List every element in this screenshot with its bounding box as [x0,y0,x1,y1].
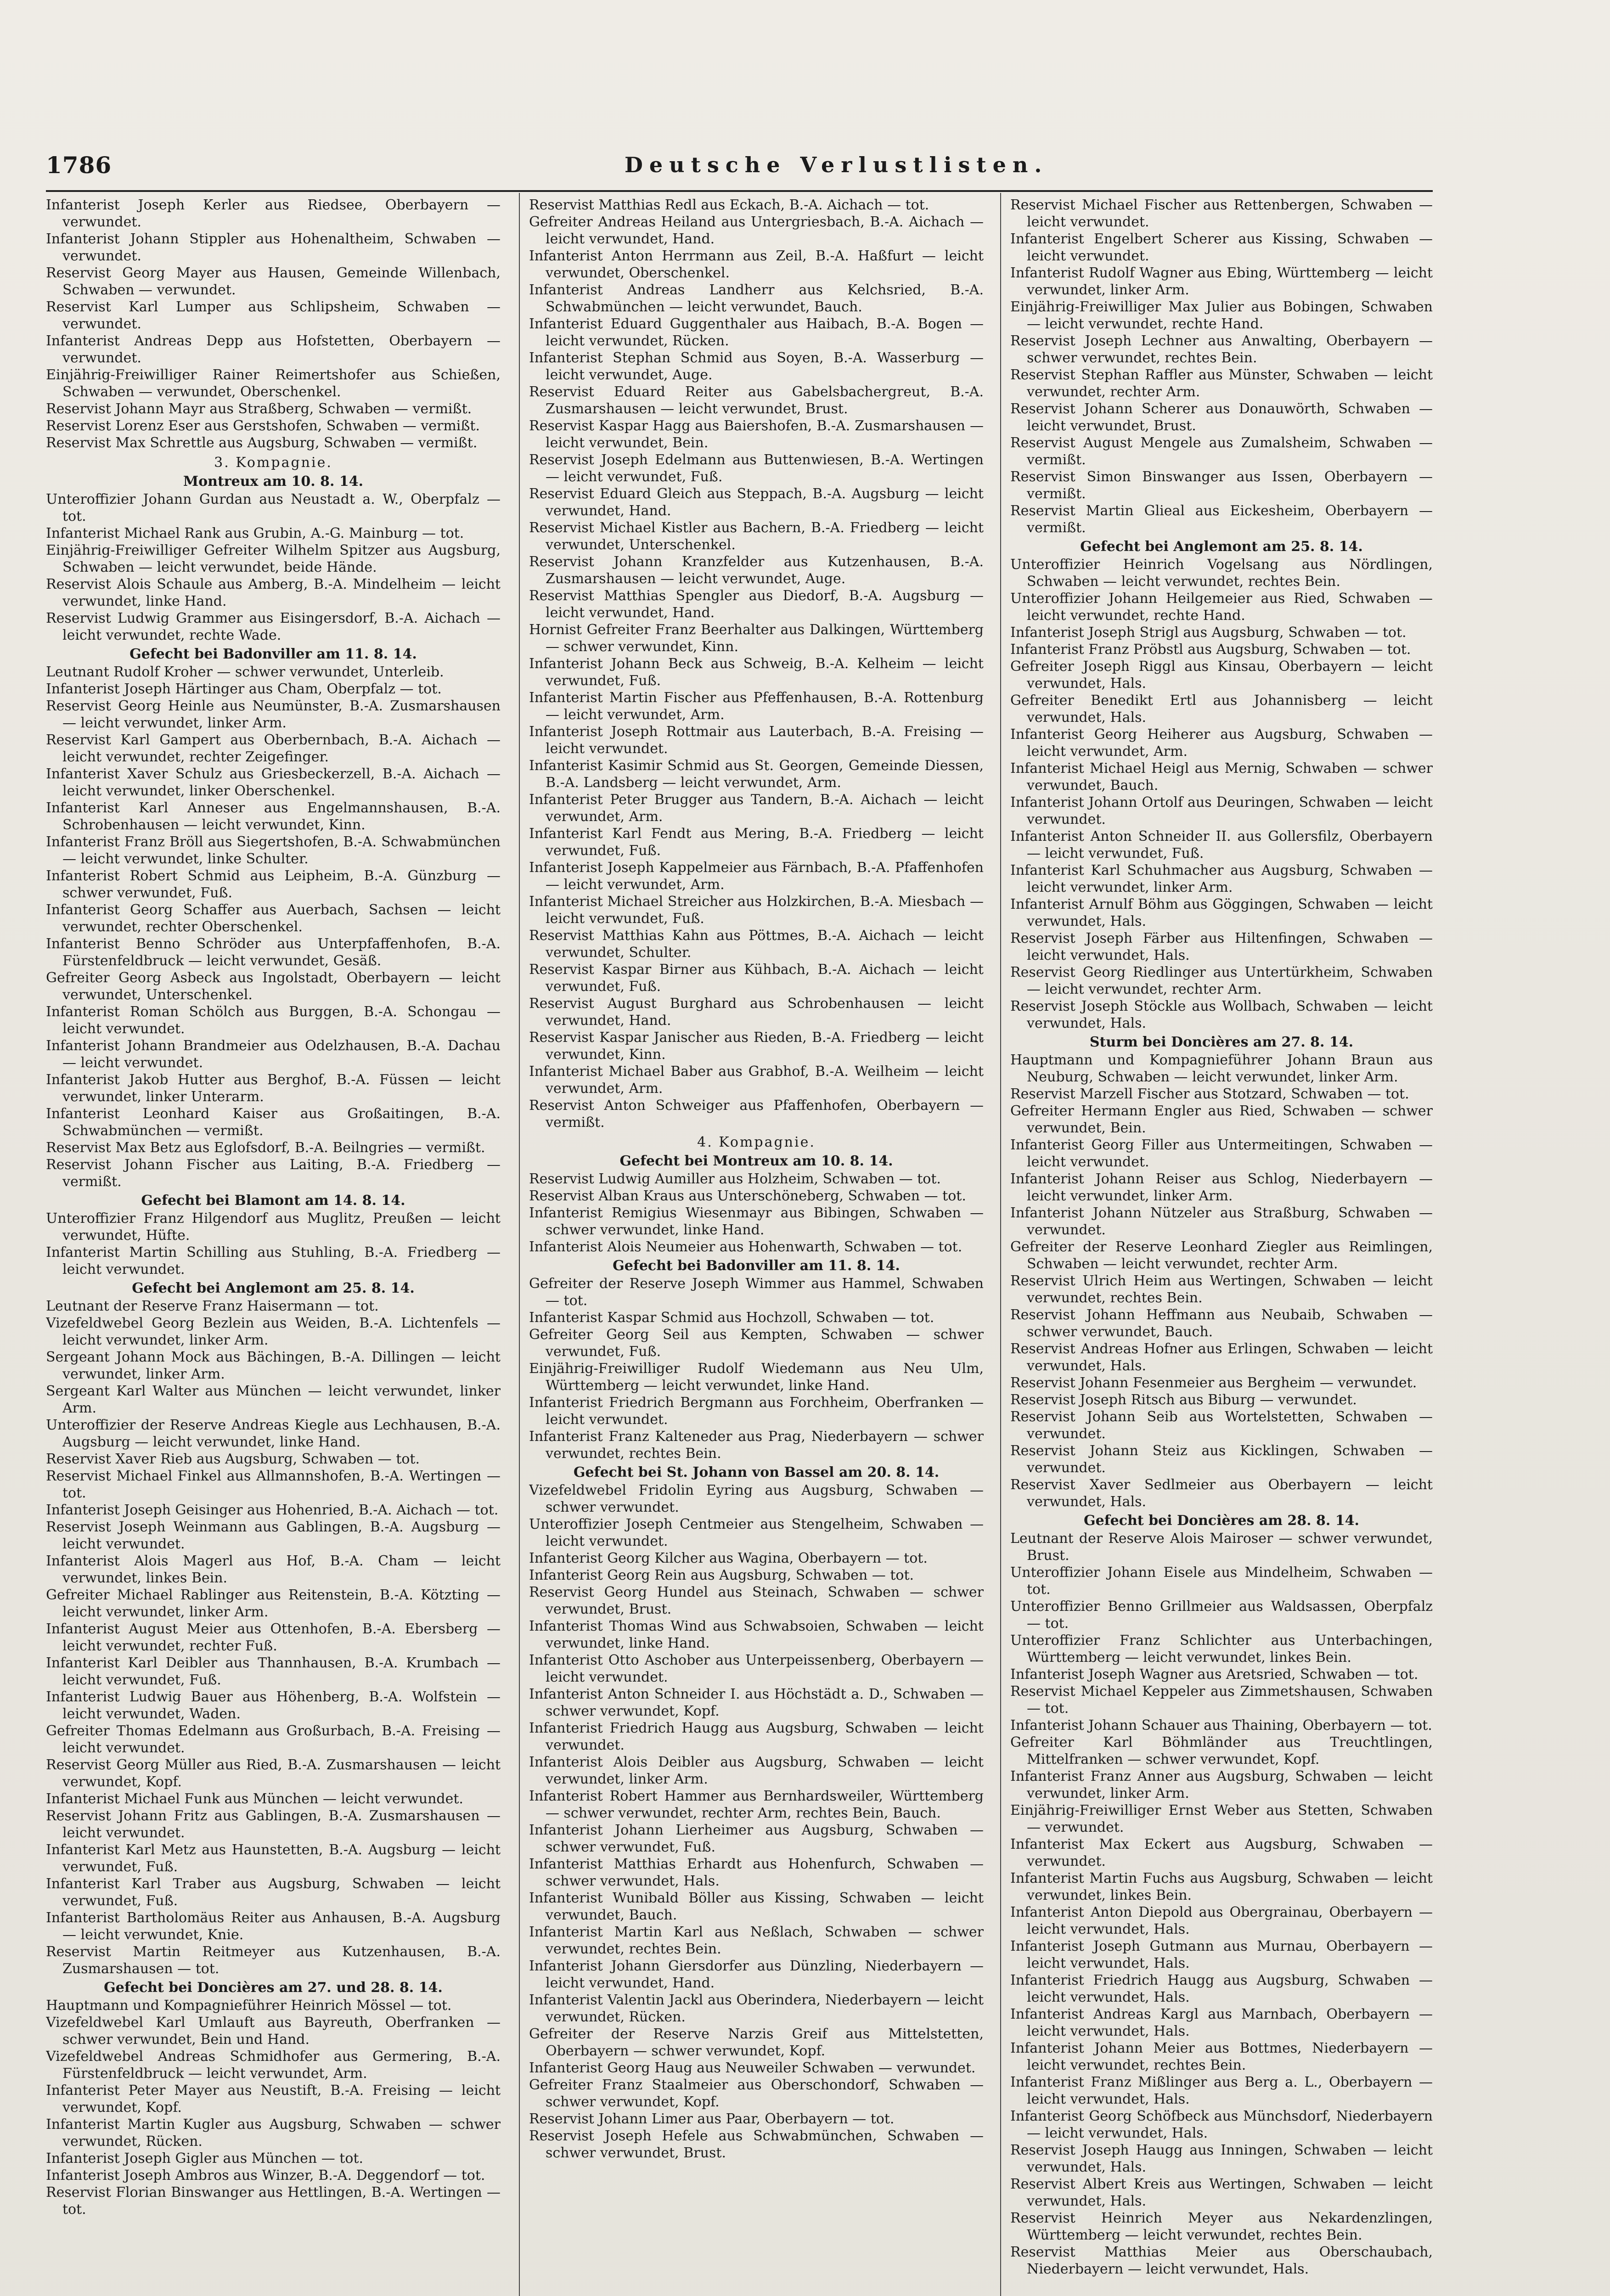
casualty-entry: Gefreiter Franz Staalmeier aus Oberschondorf, Schwaben — schwer verwundet, Kopf. [529,2077,984,2110]
section-heading: Gefecht bei Anglemont am 25. 8. 14. [132,1280,415,1296]
casualty-entry: Reservist Joseph Lechner aus Anwalting, Oberbayern — schwer verwundet, rechtes Bein. [1010,333,1433,366]
casualty-entry: Infanterist Xaver Schulz aus Griesbeckerzell, B.-A. Aichach — leicht verwundet, linker Oberschenkel. [46,766,501,799]
casualty-entry: Reservist Matthias Spengler aus Diedorf, B.-A. Augsburg — leicht verwundet, Hand. [529,588,984,621]
casualty-entry: Reservist Joseph Stöckle aus Wollbach, Schwaben — leicht verwundet, Hals. [1010,998,1433,1031]
casualty-entry: Infanterist Joseph Ambros aus Winzer, B.-A. Deggendorf — tot. [46,2167,485,2183]
casualty-entry: Gefreiter Karl Böhmländer aus Treuchtlingen, Mittelfranken — schwer verwundet, Kopf. [1010,1734,1433,1767]
casualty-entry: Gefreiter Andreas Heiland aus Untergriesbach, B.-A. Aichach — leicht verwundet, Hand. [529,214,984,247]
casualty-entry: Infanterist Karl Fendt aus Mering, B.-A. Friedberg — leicht verwundet, Fuß. [529,826,984,859]
casualty-entry: Infanterist Friedrich Haugg aus Augsburg, Schwaben — leicht verwundet. [529,1720,984,1753]
casualty-entry: Einjährig-Freiwilliger Rainer Reimertshofer aus Schießen, Schwaben — verwundet, Oberschenkel. [46,367,501,400]
casualty-entry: Reservist Johann Mayr aus Straßberg, Schwaben — vermißt. [46,401,472,417]
casualty-entry: Reservist Michael Keppeler aus Zimmetshausen, Schwaben — tot. [1010,1683,1433,1716]
casualty-entry: Reservist Matthias Meier aus Oberschaubach, Niederbayern — leicht verwundet, Hals. [1010,2244,1433,2277]
casualty-entry: Unteroffizier Franz Hilgendorf aus Muglitz, Preußen — leicht verwundet, Hüfte. [46,1210,501,1244]
casualty-entry: Gefreiter Benedikt Ertl aus Johannisberg — leicht verwundet, Hals. [1010,692,1433,726]
column-divider [1000,193,1001,2296]
company-heading: 4. Kompagnie. [697,1134,816,1150]
casualty-entry: Infanterist Alois Magerl aus Hof, B.-A. Cham — leicht verwundet, linkes Bein. [46,1553,501,1586]
casualty-entry: Gefreiter der Reserve Narzis Greif aus Mittelstetten, Oberbayern — schwer verwundet, Kopf. [529,2026,984,2059]
casualty-entry: Reservist Johann Fesenmeier aus Bergheim — verwundet. [1010,1375,1417,1391]
casualty-entry: Infanterist Martin Fuchs aus Augsburg, Schwaben — leicht verwundet, linkes Bein. [1010,1870,1433,1903]
casualty-entry: Infanterist Michael Rank aus Grubin, A.-G. Mainburg — tot. [46,525,464,541]
casualty-entry: Leutnant der Reserve Franz Haisermann — tot. [46,1298,379,1314]
casualty-entry: Infanterist Max Eckert aus Augsburg, Schwaben — verwundet. [1010,1836,1433,1869]
section-heading: Gefecht bei Anglemont am 25. 8. 14. [1080,539,1363,555]
casualty-entry: Infanterist Wunibald Böller aus Kissing, Schwaben — leicht verwundet, Bauch. [529,1890,984,1923]
casualty-entry: Infanterist Roman Schölch aus Burggen, B.-A. Schongau — leicht verwundet. [46,1004,501,1037]
casualty-entry: Infanterist Friedrich Haugg aus Augsburg, Schwaben — leicht verwundet, Hals. [1010,1972,1433,2005]
casualty-entry: Infanterist Johann Beck aus Schweig, B.-A. Kelheim — leicht verwundet, Fuß. [529,656,984,689]
casualty-entry: Infanterist Benno Schröder aus Unterpfaffenhofen, B.-A. Fürstenfeldbruck — leicht verwundet, Gesäß. [46,936,501,969]
casualty-entry: Infanterist Joseph Rottmair aus Lauterbach, B.-A. Freising — leicht verwundet. [529,724,984,757]
casualty-entry: Reservist Xaver Rieb aus Augsburg, Schwaben — tot. [46,1451,420,1467]
casualty-entry: Infanterist Karl Anneser aus Engelmannshausen, B.-A. Schrobenhausen — leicht verwundet, Kinn. [46,800,501,833]
casualty-entry: Gefreiter Hermann Engler aus Ried, Schwaben — schwer verwundet, Bein. [1010,1103,1433,1136]
casualty-entry: Infanterist Remigius Wiesenmayr aus Bibingen, Schwaben — schwer verwundet, linke Hand. [529,1205,984,1238]
casualty-entry: Reservist Georg Müller aus Ried, B.-A. Zusmarshausen — leicht verwundet, Kopf. [46,1757,501,1790]
casualty-entry: Infanterist August Meier aus Ottenhofen, B.-A. Ebersberg — leicht verwundet, rechter Fuß. [46,1621,501,1654]
casualty-entry: Reservist Johann Heffmann aus Neubaib, Schwaben — schwer verwundet, Bauch. [1010,1307,1433,1340]
casualty-entry: Reservist Georg Mayer aus Hausen, Gemeinde Willenbach, Schwaben — verwundet. [46,265,501,298]
casualty-entry: Infanterist Joseph Strigl aus Augsburg, Schwaben — tot. [1010,625,1407,641]
casualty-entry: Infanterist Eduard Guggenthaler aus Haibach, B.-A. Bogen — leicht verwundet, Rücken. [529,316,984,349]
page-number: 1786 [46,152,112,179]
casualty-entry: Reservist Martin Glieal aus Eickesheim, Oberbayern — vermißt. [1010,503,1433,536]
casualty-entry: Infanterist Andreas Kargl aus Marnbach, Oberbayern — leicht verwundet, Hals. [1010,2006,1433,2039]
casualty-entry: Reservist Matthias Kahn aus Pöttmes, B.-A. Aichach — leicht verwundet, Schulter. [529,928,984,961]
casualty-entry: Infanterist Georg Heiherer aus Augsburg, Schwaben — leicht verwundet, Arm. [1010,726,1433,760]
casualty-entry: Infanterist Georg Schöfbeck aus Münchsdorf, Niederbayern — leicht verwundet, Hals. [1010,2108,1433,2141]
casualty-entry: Reservist Kaspar Hagg aus Baiershofen, B.-A. Zusmarshausen — leicht verwundet, Bein. [529,418,984,451]
casualty-entry: Infanterist Johann Stippler aus Hohenaltheim, Schwaben — verwundet. [46,231,501,264]
casualty-entry: Infanterist Valentin Jackl aus Oberindera, Niederbayern — leicht verwundet, Rücken. [529,1992,984,2025]
casualty-entry: Infanterist Martin Fischer aus Pfeffenhausen, B.-A. Rottenburg — leicht verwundet, Arm. [529,690,984,723]
casualty-entry: Reservist August Mengele aus Zumalsheim, Schwaben — vermißt. [1010,435,1433,468]
casualty-entry: Infanterist Joseph Geisinger aus Hohenried, B.-A. Aichach — tot. [46,1502,499,1518]
casualty-entry: Reservist Johann Steiz aus Kicklingen, Schwaben — verwundet. [1010,1443,1433,1476]
casualty-entry: Infanterist Friedrich Bergmann aus Forchheim, Oberfranken — leicht verwundet. [529,1395,984,1428]
running-head: Deutsche Verlustlisten. [625,152,1048,177]
casualty-entry: Reservist Joseph Weinmann aus Gablingen, B.-A. Augsburg — leicht verwundet. [46,1519,501,1552]
section-heading: Gefecht bei Doncières am 28. 8. 14. [1083,1513,1359,1529]
casualty-entry: Infanterist Johann Brandmeier aus Odelzhausen, B.-A. Dachau — leicht verwundet. [46,1038,501,1071]
casualty-entry: Reservist Eduard Reiter aus Gabelsbachergreut, B.-A. Zusmarshausen — leicht verwundet, Brust. [529,384,984,417]
casualty-entry: Vizefeldwebel Fridolin Eyring aus Augsburg, Schwaben — schwer verwundet. [529,1482,984,1515]
casualty-entry: Reservist Michael Finkel aus Allmannshofen, B.-A. Wertingen — tot. [46,1468,501,1501]
casualty-entry: Infanterist Georg Haug aus Neuweiler Schwaben — verwundet. [529,2060,976,2076]
casualty-entry: Infanterist Michael Baber aus Grabhof, B.-A. Weilheim — leicht verwundet, Arm. [529,1064,984,1097]
casualty-entry: Hauptmann und Kompagnieführer Johann Braun aus Neuburg, Schwaben — leicht verwundet, linker Arm. [1010,1052,1433,1085]
casualty-entry: Leutnant der Reserve Alois Mairoser — schwer verwundet, Brust. [1010,1531,1433,1564]
casualty-entry: Reservist Anton Schweiger aus Pfaffenhofen, Oberbayern — vermißt. [529,1097,984,1131]
casualty-entry: Reservist Heinrich Meyer aus Nekardenzlingen, Württemberg — leicht verwundet, rechtes Bein. [1010,2210,1433,2243]
casualty-entry: Reservist Johann Seib aus Wortelstetten, Schwaben — verwundet. [1010,1409,1433,1442]
casualty-entry: Infanterist Joseph Kerler aus Riedsee, Oberbayern — verwundet. [46,197,501,230]
casualty-entry: Gefreiter Michael Rablinger aus Reitenstein, B.-A. Kötzting — leicht verwundet, linker Arm. [46,1587,501,1620]
casualty-entry: Unteroffizier Heinrich Vogelsang aus Nördlingen, Schwaben — leicht verwundet, rechtes Bein. [1010,557,1433,590]
casualty-entry: Reservist Michael Kistler aus Bachern, B.-A. Friedberg — leicht verwundet, Unterschenkel. [529,520,984,553]
casualty-entry: Infanterist Michael Funk aus München — leicht verwundet. [46,1791,463,1807]
casualty-entry: Reservist Johann Fritz aus Gablingen, B.-A. Zusmarshausen — leicht verwundet. [46,1808,501,1841]
casualty-entry: Infanterist Thomas Wind aus Schwabsoien, Schwaben — leicht verwundet, linke Hand. [529,1618,984,1651]
casualty-entry: Reservist Kaspar Janischer aus Rieden, B.-A. Friedberg — leicht verwundet, Kinn. [529,1030,984,1063]
casualty-entry: Infanterist Matthias Erhardt aus Hohenfurch, Schwaben — schwer verwundet, Hals. [529,1856,984,1889]
casualty-entry: Infanterist Georg Schaffer aus Auerbach, Sachsen — leicht verwundet, rechter Oberschenkel. [46,902,501,935]
casualty-entry: Reservist Martin Reitmeyer aus Kutzenhausen, B.-A. Zusmarshausen — tot. [46,1944,501,1977]
casualty-entry: Reservist Ludwig Aumiller aus Holzheim, Schwaben — tot. [529,1171,941,1187]
casualty-entry: Reservist Karl Lumper aus Schlipsheim, Schwaben — verwundet. [46,299,501,332]
casualty-entry: Einjährig-Freiwilliger Ernst Weber aus Stetten, Schwaben — verwundet. [1010,1802,1433,1835]
section-heading: Gefecht bei Doncières am 27. und 28. 8. 14. [104,1980,443,1996]
casualty-entry: Gefreiter der Reserve Leonhard Ziegler aus Reimlingen, Schwaben — leicht verwundet, rechter Arm. [1010,1239,1433,1272]
section-heading: Gefecht bei Montreux am 10. 8. 14. [619,1153,893,1169]
casualty-entry: Infanterist Franz Anner aus Augsburg, Schwaben — leicht verwundet, linker Arm. [1010,1768,1433,1801]
casualty-entry: Reservist Johann Limer aus Paar, Oberbayern — tot. [529,2111,895,2127]
section-heading: Gefecht bei St. Johann von Bassel am 20. 8. 14. [573,1464,940,1480]
casualty-entry: Gefreiter Joseph Riggl aus Kinsau, Oberbayern — leicht verwundet, Hals. [1010,658,1433,692]
section-heading: Gefecht bei Blamont am 14. 8. 14. [141,1193,405,1209]
casualty-entry: Infanterist Joseph Kappelmeier aus Färnbach, B.-A. Pfaffenhofen — leicht verwundet, Arm. [529,860,984,893]
casualty-entry: Reservist Xaver Sedlmeier aus Oberbayern — leicht verwundet, Hals. [1010,1477,1433,1510]
section-heading: Sturm bei Doncières am 27. 8. 14. [1089,1034,1354,1050]
section-heading: Montreux am 10. 8. 14. [183,473,364,490]
casualty-entry: Reservist Johann Scherer aus Donauwörth, Schwaben — leicht verwundet, Brust. [1010,401,1433,434]
casualty-entry: Infanterist Johann Ortolf aus Deuringen, Schwaben — leicht verwundet. [1010,794,1433,827]
casualty-entry: Unteroffizier Johann Gurdan aus Neustadt a. W., Oberpfalz — tot. [46,491,501,524]
casualty-entry: Unteroffizier Franz Schlichter aus Unterbachingen, Württemberg — leicht verwundet, linkes Bein. [1010,1632,1433,1666]
casualty-entry: Infanterist Johann Lierheimer aus Augsburg, Schwaben — schwer verwundet, Fuß. [529,1822,984,1855]
casualty-entry: Infanterist Anton Herrmann aus Zeil, B.-A. Haßfurt — leicht verwundet, Oberschenkel. [529,248,984,281]
casualty-entry: Reservist Joseph Ritsch aus Biburg — verwundet. [1010,1392,1357,1408]
casualty-entry: Infanterist Stephan Schmid aus Soyen, B.-A. Wasserburg — leicht verwundet, Auge. [529,350,984,383]
casualty-entry: Infanterist Anton Schneider I. aus Höchstädt a. D., Schwaben — schwer verwundet, Kopf. [529,1686,984,1719]
column-2 [529,197,984,2296]
casualty-entry: Infanterist Peter Brugger aus Tandern, B.-A. Aichach — leicht verwundet, Arm. [529,792,984,825]
casualty-entry: Gefreiter der Reserve Joseph Wimmer aus Hammel, Schwaben — tot. [529,1276,984,1309]
casualty-entry: Reservist Johann Fischer aus Laiting, B.-A. Friedberg — vermißt. [46,1157,501,1190]
casualty-entry: Unteroffizier Johann Eisele aus Mindelheim, Schwaben — tot. [1010,1564,1433,1598]
casualty-entry: Infanterist Rudolf Wagner aus Ebing, Württemberg — leicht verwundet, linker Arm. [1010,265,1433,298]
casualty-entry: Infanterist Martin Karl aus Neßlach, Schwaben — schwer verwundet, rechtes Bein. [529,1924,984,1957]
casualty-entry: Infanterist Kasimir Schmid aus St. Georgen, Gemeinde Diessen, B.-A. Landsberg — leicht verwundet, Arm. [529,758,984,791]
casualty-entry: Reservist Eduard Gleich aus Steppach, B.-A. Augsburg — leicht verwundet, Hand. [529,486,984,519]
casualty-entry: Sergeant Johann Mock aus Bächingen, B.-A. Dillingen — leicht verwundet, linker Arm. [46,1349,501,1382]
casualty-entry: Unteroffizier Joseph Centmeier aus Stengelheim, Schwaben — leicht verwundet. [529,1516,984,1549]
casualty-entry: Reservist Ulrich Heim aus Wertingen, Schwaben — leicht verwundet, rechtes Bein. [1010,1273,1433,1306]
casualty-entry: Reservist Alois Schaule aus Amberg, B.-A. Mindelheim — leicht verwundet, linke Hand. [46,576,501,609]
casualty-entry: Hornist Gefreiter Franz Beerhalter aus Dalkingen, Württemberg — schwer verwundet, Kinn. [529,622,984,655]
casualty-entry: Infanterist Joseph Gutmann aus Murnau, Oberbayern — leicht verwundet, Hals. [1010,1938,1433,1971]
casualty-entry: Infanterist Johann Nützeler aus Straßburg, Schwaben — verwundet. [1010,1205,1433,1238]
casualty-entry: Reservist Alban Kraus aus Unterschöneberg, Schwaben — tot. [529,1188,966,1204]
casualty-entry: Reservist August Burghard aus Schrobenhausen — leicht verwundet, Hand. [529,996,984,1029]
casualty-entry: Infanterist Georg Kilcher aus Wagina, Oberbayern — tot. [529,1550,928,1566]
casualty-entry: Infanterist Georg Rein aus Augsburg, Schwaben — tot. [529,1567,914,1583]
casualty-entry: Infanterist Andreas Depp aus Hofstetten, Oberbayern — verwundet. [46,333,501,366]
casualty-entry: Reservist Andreas Hofner aus Erlingen, Schwaben — leicht verwundet, Hals. [1010,1341,1433,1374]
casualty-entry: Infanterist Anton Diepold aus Obergrainau, Oberbayern — leicht verwundet, Hals. [1010,1904,1433,1937]
casualty-entry: Reservist Matthias Redl aus Eckach, B.-A. Aichach — tot. [529,197,929,213]
casualty-entry: Unteroffizier Benno Grillmeier aus Waldsassen, Oberpfalz — tot. [1010,1598,1433,1632]
casualty-entry: Infanterist Johann Reiser aus Schlog, Niederbayern — leicht verwundet, linker Arm. [1010,1171,1433,1204]
casualty-entry: Infanterist Joseph Gigler aus München — tot. [46,2150,363,2167]
casualty-entry: Unteroffizier der Reserve Andreas Kiegle aus Lechhausen, B.-A. Augsburg — leicht verwundet, linke Hand. [46,1417,501,1450]
casualty-entry: Infanterist Joseph Wagner aus Aretsried, Schwaben — tot. [1010,1666,1419,1683]
header-rule [46,190,1433,192]
column-1 [46,197,501,2296]
casualty-entry: Infanterist Michael Streicher aus Holzkirchen, B.-A. Miesbach — leicht verwundet, Fuß. [529,894,984,927]
casualty-entry: Vizefeldwebel Karl Umlauft aus Bayreuth, Oberfranken — schwer verwundet, Bein und Hand. [46,2015,501,2048]
casualty-entry: Infanterist Franz Pröbstl aus Augsburg, Schwaben — tot. [1010,642,1411,658]
casualty-entry: Vizefeldwebel Andreas Schmidhofer aus Germering, B.-A. Fürstenfeldbruck — leicht verwundet, Arm. [46,2048,501,2082]
casualty-entry: Infanterist Franz Bröll aus Siegertshofen, B.-A. Schwabmünchen — leicht verwundet, linke Schulter. [46,834,501,867]
casualty-entry: Infanterist Peter Mayer aus Neustift, B.-A. Freising — leicht verwundet, Kopf. [46,2082,501,2116]
casualty-entry: Infanterist Alois Deibler aus Augsburg, Schwaben — leicht verwundet, linker Arm. [529,1754,984,1787]
casualty-entry: Reservist Karl Gampert aus Oberbernbach, B.-A. Aichach — leicht verwundet, rechter Zeigefinger. [46,732,501,765]
casualty-entry: Reservist Lorenz Eser aus Gerstshofen, Schwaben — vermißt. [46,418,480,434]
casualty-entry: Reservist Georg Hundel aus Steinach, Schwaben — schwer verwundet, Brust. [529,1584,984,1617]
casualty-entry: Infanterist Karl Traber aus Augsburg, Schwaben — leicht verwundet, Fuß. [46,1876,501,1909]
casualty-entry: Infanterist Jakob Hutter aus Berghof, B.-A. Füssen — leicht verwundet, linker Unterarm. [46,1072,501,1105]
section-heading: Gefecht bei Badonviller am 11. 8. 14. [613,1258,900,1274]
casualty-entry: Gefreiter Georg Seil aus Kempten, Schwaben — schwer verwundet, Fuß. [529,1327,984,1360]
casualty-entry: Infanterist Franz Kalteneder aus Prag, Niederbayern — schwer verwundet, rechtes Bein. [529,1429,984,1462]
casualty-entry: Infanterist Martin Kugler aus Augsburg, Schwaben — schwer verwundet, Rücken. [46,2116,501,2150]
casualty-entry: Einjährig-Freiwilliger Gefreiter Wilhelm Spitzer aus Augsburg, Schwaben — leicht verwundet, beide Hände. [46,542,501,575]
casualty-entry: Infanterist Karl Schuhmacher aus Augsburg, Schwaben — leicht verwundet, linker Arm. [1010,862,1433,895]
casualty-entry: Infanterist Andreas Landherr aus Kelchsried, B.-A. Schwabmünchen — leicht verwundet, Bauch. [529,282,984,315]
casualty-entry: Infanterist Anton Schneider II. aus Gollersfilz, Oberbayern — leicht verwundet, Fuß. [1010,828,1433,861]
casualty-entry: Reservist Georg Heinle aus Neumünster, B.-A. Zusmarshausen — leicht verwundet, linker Arm. [46,698,501,731]
casualty-entry: Reservist Michael Fischer aus Rettenbergen, Schwaben — leicht verwundet. [1010,197,1433,230]
column-3 [1010,197,1433,2296]
casualty-entry: Infanterist Leonhard Kaiser aus Großaitingen, B.-A. Schwabmünchen — vermißt. [46,1106,501,1139]
casualty-entry: Reservist Johann Kranzfelder aus Kutzenhausen, B.-A. Zusmarshausen — leicht verwundet, Auge. [529,554,984,587]
casualty-entry: Infanterist Karl Metz aus Haunstetten, B.-A. Augsburg — leicht verwundet, Fuß. [46,1842,501,1875]
casualty-entry: Infanterist Johann Schauer aus Thaining, Oberbayern — tot. [1010,1717,1432,1733]
casualty-entry: Reservist Albert Kreis aus Wertingen, Schwaben — leicht verwundet, Hals. [1010,2176,1433,2209]
casualty-entry: Infanterist Bartholomäus Reiter aus Anhausen, B.-A. Augsburg — leicht verwundet, Knie. [46,1910,501,1943]
page-header [46,152,1433,184]
casualty-entry: Infanterist Robert Hammer aus Bernhardsweiler, Württemberg — schwer verwundet, rechter Arm, rechtes Bein, Bauch. [529,1788,984,1821]
casualty-entry: Infanterist Joseph Härtinger aus Cham, Oberpfalz — tot. [46,681,442,697]
casualty-entry: Reservist Ludwig Grammer aus Eisingersdorf, B.-A. Aichach — leicht verwundet, rechte Wade. [46,610,501,643]
casualty-entry: Reservist Marzell Fischer aus Stotzard, Schwaben — tot. [1010,1086,1409,1102]
casualty-entry: Infanterist Michael Heigl aus Mernig, Schwaben — schwer verwundet, Bauch. [1010,760,1433,793]
casualty-entry: Reservist Stephan Raffler aus Münster, Schwaben — leicht verwundet, rechter Arm. [1010,367,1433,400]
casualty-entry: Infanterist Martin Schilling aus Stuhling, B.-A. Friedberg — leicht verwundet. [46,1244,501,1277]
casualty-entry: Reservist Simon Binswanger aus Issen, Oberbayern — vermißt. [1010,469,1433,502]
company-heading: 3. Kompagnie. [214,455,332,471]
casualty-entry: Sergeant Karl Walter aus München — leicht verwundet, linker Arm. [46,1383,501,1416]
casualty-entry: Infanterist Ludwig Bauer aus Höhenberg, B.-A. Wolfstein — leicht verwundet, Waden. [46,1689,501,1722]
casualty-entry: Infanterist Kaspar Schmid aus Hochzoll, Schwaben — tot. [529,1310,934,1326]
casualty-entry: Infanterist Karl Deibler aus Thannhausen, B.-A. Krumbach — leicht verwundet, Fuß. [46,1655,501,1688]
casualty-entry: Reservist Max Schrettle aus Augsburg, Schwaben — vermißt. [46,435,478,451]
casualty-entry: Hauptmann und Kompagnieführer Heinrich Mössel — tot. [46,1998,452,2014]
casualty-entry: Reservist Joseph Färber aus Hiltenfingen, Schwaben — leicht verwundet, Hals. [1010,930,1433,963]
casualty-entry: Reservist Florian Binswanger aus Hettlingen, B.-A. Wertingen — tot. [46,2184,501,2217]
casualty-entry: Gefreiter Georg Asbeck aus Ingolstadt, Oberbayern — leicht verwundet, Unterschenkel. [46,970,501,1003]
casualty-entry: Infanterist Franz Mißlinger aus Berg a. L., Oberbayern — leicht verwundet, Hals. [1010,2074,1433,2107]
casualty-entry: Infanterist Robert Schmid aus Leipheim, B.-A. Günzburg — schwer verwundet, Fuß. [46,868,501,901]
casualty-entry: Einjährig-Freiwilliger Max Julier aus Bobingen, Schwaben — leicht verwundet, rechte Hand. [1010,299,1433,332]
casualty-entry: Vizefeldwebel Georg Bezlein aus Weiden, B.-A. Lichtenfels — leicht verwundet, linker Arm. [46,1315,501,1348]
casualty-entry: Gefreiter Thomas Edelmann aus Großurbach, B.-A. Freising — leicht verwundet. [46,1723,501,1756]
casualty-entry: Unteroffizier Johann Heilgemeier aus Ried, Schwaben — leicht verwundet, rechte Hand. [1010,591,1433,624]
casualty-entry: Reservist Joseph Edelmann aus Buttenwiesen, B.-A. Wertingen — leicht verwundet, Fuß. [529,452,984,485]
casualty-entry: Reservist Kaspar Birner aus Kühbach, B.-A. Aichach — leicht verwundet, Fuß. [529,962,984,995]
casualty-entry: Infanterist Otto Aschober aus Unterpeissenberg, Oberbayern — leicht verwundet. [529,1652,984,1685]
casualty-entry: Leutnant Rudolf Kroher — schwer verwundet, Unterleib. [46,664,444,680]
casualty-entry: Infanterist Johann Giersdorfer aus Dünzling, Niederbayern — leicht verwundet, Hand. [529,1958,984,1991]
casualty-entry: Infanterist Johann Meier aus Bottmes, Niederbayern — leicht verwundet, rechtes Bein. [1010,2040,1433,2073]
casualty-entry: Reservist Georg Riedlinger aus Untertürkheim, Schwaben — leicht verwundet, rechter Arm. [1010,964,1433,997]
casualty-entry: Infanterist Arnulf Böhm aus Göggingen, Schwaben — leicht verwundet, Hals. [1010,896,1433,929]
column-divider [519,193,520,2296]
casualty-entry: Infanterist Alois Neumeier aus Hohenwarth, Schwaben — tot. [529,1239,963,1255]
casualty-entry: Infanterist Georg Filler aus Untermeitingen, Schwaben — leicht verwundet. [1010,1137,1433,1170]
casualty-entry: Infanterist Engelbert Scherer aus Kissing, Schwaben — leicht verwundet. [1010,231,1433,264]
casualty-entry: Reservist Joseph Hefele aus Schwabmünchen, Schwaben — schwer verwundet, Brust. [529,2128,984,2161]
casualty-entry: Einjährig-Freiwilliger Rudolf Wiedemann aus Neu Ulm, Württemberg — leicht verwundet, linke Hand. [529,1361,984,1394]
section-heading: Gefecht bei Badonviller am 11. 8. 14. [129,646,417,662]
casualty-entry: Reservist Joseph Haugg aus Inningen, Schwaben — leicht verwundet, Hals. [1010,2142,1433,2175]
casualty-entry: Reservist Max Betz aus Eglofsdorf, B.-A. Beilngries — vermißt. [46,1140,485,1156]
